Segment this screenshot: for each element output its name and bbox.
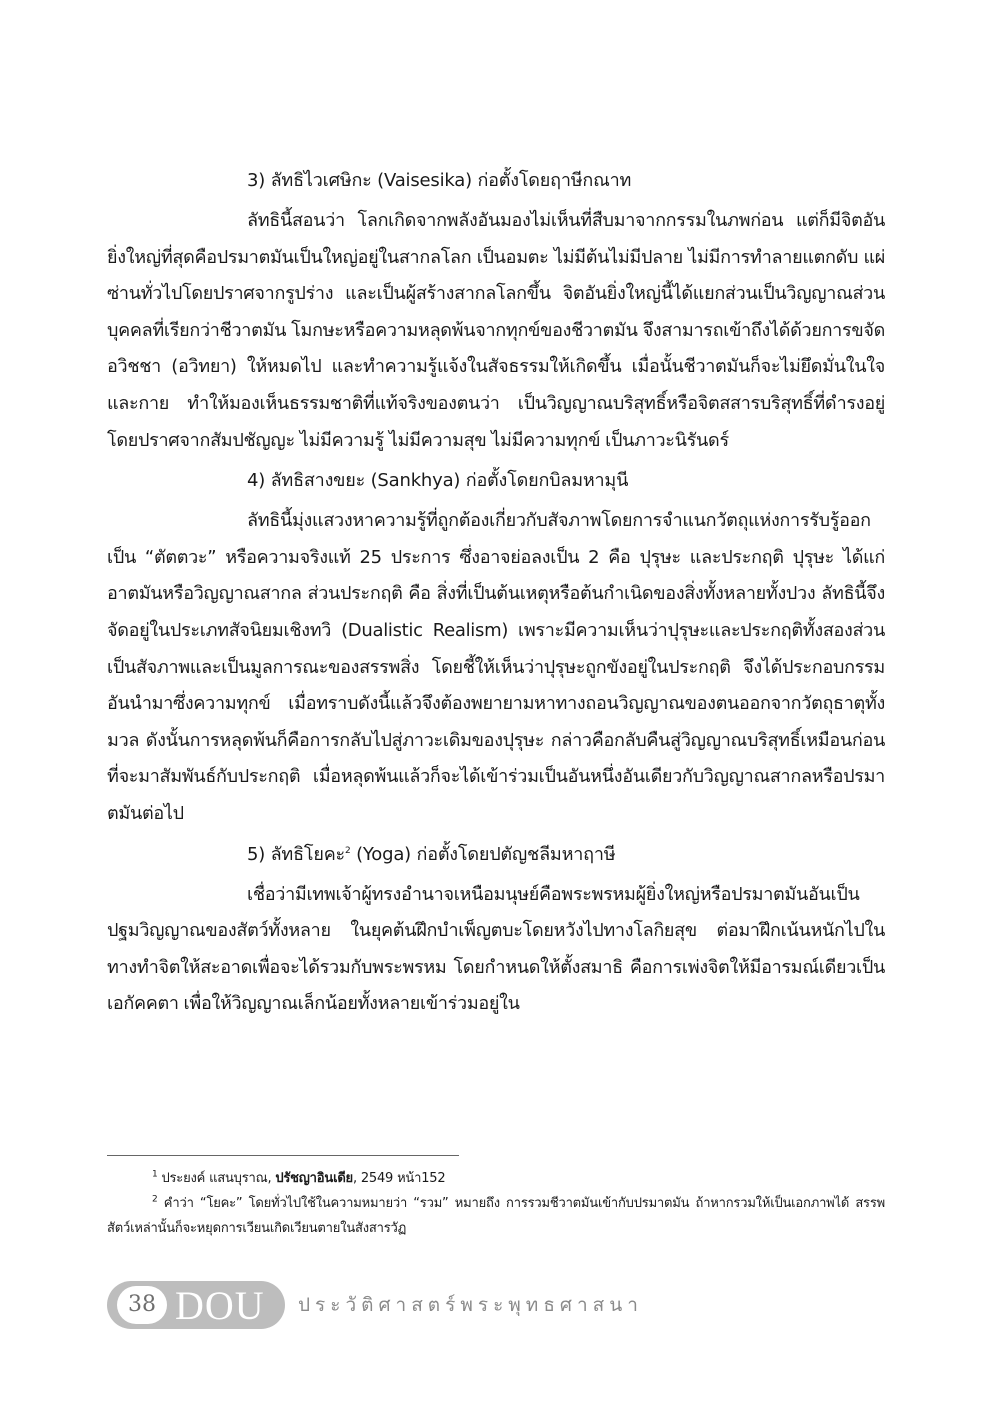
footnote-mark: 1	[152, 1169, 158, 1180]
section-body-sankhya: ลัทธินี้มุ่งแสวงหาความรู้ที่ถูกต้องเกี่ยวกับสัจภาพโดยการจำแนกวัตถุแห่งการรับรู้ออกเป็น “ตัตตวะ” หรือความจริงแท้ 25 ประการ ซึ่งอาจย่อลงเป็น 2 คือ ปุรุษะ และประกฤติ ปุรุษะ ได้แก่ อาตมันหรือวิญญาณสากล ส่วนประกฤติ คือ สิ่งที่เป็นต้นเหตุหรือต้นกำเนิดของสิ่งทั้งหลายทั้งปวง ลัทธินี้จึงจัดอยู่ในประเภทสัจนิยมเชิงทวิ (Dualistic Realism) เพราะมีความเห็นว่าปุรุษะและประกฤติทั้งสองส่วนเป็นสัจภาพและเป็นมูลการณะของสรรพสิ่ง โดยชี้ให้เห็นว่าปุรุษะถูกขังอยู่ในประกฤติ จึงได้ประกอบกรรมอันนำมาซึ่งความทุกข์ เมื่อทราบดังนี้แล้วจึงต้องพยายามหาทางถอนวิญญาณของตนออกจากวัตถุธาตุทั้งมวล ดังนั้นการหลุดพ้นก็คือการกลับไปสู่ภาวะเดิมของปุรุษะ กล่าวคือกลับคืนสู่วิญญาณบริสุทธิ์เหมือนก่อนที่จะมาสัมพันธ์กับประกฤติ เมื่อหลุดพ้นแล้วก็จะได้เข้าร่วมเป็นอันหนึ่งอันเดียวกับวิญญาณสากลหรือปรมาตมันต่อไป	[107, 510, 885, 824]
book-title: ปรัชญาอินเดีย	[275, 1171, 353, 1186]
heading-text: 5) ลัทธิโยคะ	[247, 843, 346, 865]
heading-text-rest: (Yoga) ก่อตั้งโดยปตัญชลีมหาฤาษี	[350, 843, 616, 865]
section-heading-yoga	[107, 837, 885, 873]
section-heading-sankhya: 4) ลัทธิสางขยะ (Sankhya) ก่อตั้งโดยกบิลมหามุนี	[247, 470, 629, 492]
footnote-2	[107, 1191, 885, 1241]
footnote-text-rest: , 2549 หน้า152	[352, 1171, 446, 1186]
footnote-divider	[107, 1155, 459, 1156]
footnote-text: ประยงค์ แสนบุราณ,	[157, 1171, 276, 1186]
course-title: ประวัติศาสตร์พระพุทธศาสนา	[298, 1294, 643, 1316]
section-heading-vaisesika: 3) ลัทธิไวเศษิกะ (Vaisesika) ก่อตั้งโดยฤาษีกณาท	[247, 170, 632, 191]
footnote-mark: 2	[152, 1194, 158, 1205]
footnote-text: คำว่า “โยคะ” โดยทั่วไปใช้ในความหมายว่า “รวม” หมายถึง การรวมชีวาตมันเข้ากับปรมาตมัน ถ้าหากรวมให้เป็นเอกภาพได้ สรรพสัตว์เหล่านั้นก็จะหยุดการเวียนเกิดเวียนตายในสังสารวัฏ	[107, 1196, 885, 1236]
section-body-yoga: เชื่อว่ามีเทพเจ้าผู้ทรงอำนาจเหนือมนุษย์คือพระพรหมผู้ยิ่งใหญ่หรือปรมาตมันอันเป็นปฐมวิญญาณของสัตว์ทั้งหลาย ในยุคต้นฝึกบำเพ็ญตบะโดยหวังไปทางโลกิยสุข ต่อมาฝึกเน้นหนักไปในทางทำจิตให้สะอาดเพื่อจะได้รวมกับพระพรหม โดยกำหนดให้ตั้งสมาธิ คือการเพ่งจิตให้มีอารมณ์เดียวเป็นเอกัคคตา เพื่อให้วิญญาณเล็กน้อยทั้งหลายเข้าร่วมอยู่ใน	[107, 883, 885, 1015]
footnote-ref-2[interactable]: 2	[345, 845, 351, 856]
footnotes	[107, 1166, 885, 1241]
footnote-1	[107, 1166, 885, 1191]
main-content	[107, 163, 885, 1023]
footer-badge	[107, 1281, 285, 1329]
dou-logo: DOU	[175, 1283, 265, 1328]
page-number: 38	[117, 1286, 167, 1324]
section-body-vaisesika: ลัทธินี้สอนว่า โลกเกิดจากพลังอันมองไม่เห็นที่สืบมาจากกรรมในภพก่อน แต่ก็มีจิตอันยิ่งใหญ่ที่สุดคือปรมาตมันเป็นใหญ่อยู่ในสากลโลก เป็นอมตะ ไม่มีต้นไม่มีปลาย ไม่มีการทำลายแตกดับ แผ่ซ่านทั่วไปโดยปราศจากรูปร่าง และเป็นผู้สร้างสากลโลกขึ้น จิตอันยิ่งใหญ่นี้ได้แยกส่วนเป็นวิญญาณส่วนบุคคลที่เรียกว่าชีวาตมัน โมกษะหรือความหลุดพ้นจากทุกข์ของชีวาตมัน จึงสามารถเข้าถึงได้ด้วยการขจัดอวิชชา (อวิทยา) ให้หมดไป และทำความรู้แจ้งในสัจธรรมให้เกิดขึ้น เมื่อนั้นชีวาตมันก็จะไม่ยึดมั่นในใจและกาย ทำให้มองเห็นธรรมชาติที่แท้จริงของตนว่า เป็นวิญญาณบริสุทธิ์หรือจิตสสารบริสุทธิ์ที่ดำรงอยู่โดยปราศจากสัมปชัญญะ ไม่มีความรู้ ไม่มีความสุข ไม่มีความทุกข์ เป็นภาวะนิรันดร์	[107, 210, 885, 451]
